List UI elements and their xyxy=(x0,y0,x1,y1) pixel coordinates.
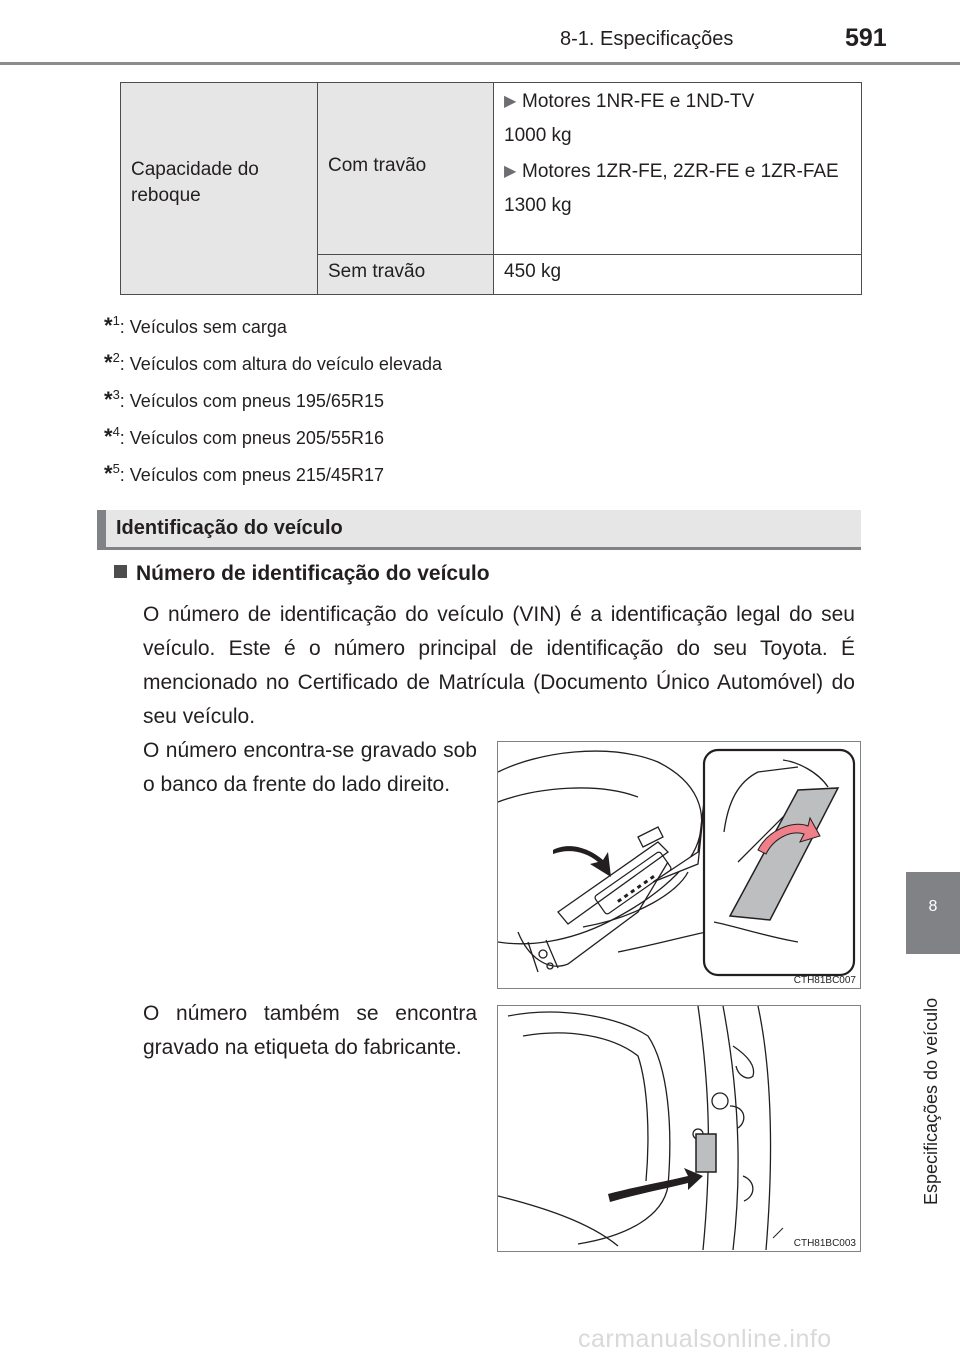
capacity-value-2: 1300 kg xyxy=(504,195,572,216)
footnote-mark: * xyxy=(104,461,113,486)
subheading-text: Número de identificação do veículo xyxy=(136,562,490,585)
chapter-number: 8 xyxy=(928,898,938,915)
subheading xyxy=(114,562,490,586)
footnote-number: 2 xyxy=(112,350,120,365)
footnote xyxy=(104,343,442,380)
list-item xyxy=(504,89,851,115)
chapter-tab-label xyxy=(909,955,957,1255)
triangle-bullet-icon: ▶ xyxy=(504,163,517,180)
footnote-text: : Veículos com altura do veículo elevada xyxy=(119,354,442,374)
chapter-title-vertical: Especificações do veículo xyxy=(921,997,941,1205)
footnote-number: 4 xyxy=(112,424,120,439)
capacity-value-1: 1000 kg xyxy=(504,125,572,146)
footnote-number: 1 xyxy=(112,313,120,328)
page-number: 591 xyxy=(845,24,887,52)
footnote-mark: * xyxy=(104,350,113,375)
engine-group-2: Motores 1ZR-FE, 2ZR-FE e 1ZR-FAE xyxy=(522,161,839,182)
table-cell-without-brake-value: 450 kg xyxy=(494,255,862,295)
footnote-text: : Veículos com pneus 205/55R16 xyxy=(119,428,384,448)
table-row-label xyxy=(121,83,318,295)
towing-capacity-table xyxy=(120,82,862,295)
triangle-bullet-icon: ▶ xyxy=(504,93,517,110)
table-cell-without-brake-label: Sem travão xyxy=(318,255,494,295)
footnotes xyxy=(104,306,442,491)
door-pillar-illustration xyxy=(498,1006,859,1250)
chapter-tab xyxy=(906,872,960,954)
footnote-mark: * xyxy=(104,387,113,412)
engine-group-1: Motores 1NR-FE e 1ND-TV xyxy=(522,91,755,112)
footnote-number: 5 xyxy=(112,461,120,476)
watermark: carmanualsonline.info xyxy=(578,1325,832,1353)
footnote xyxy=(104,417,442,454)
figure-code: CTH81BC007 xyxy=(793,975,856,986)
vin-location-note-label: O número também se encontra gravado na etiqueta do fabricante. xyxy=(143,1002,477,1059)
footnote-text: : Veículos com pneus 215/45R17 xyxy=(119,465,384,485)
footnote xyxy=(104,380,442,417)
footnote-mark: * xyxy=(104,313,113,338)
footnote-text: : Veículos sem carga xyxy=(119,317,287,337)
table-row xyxy=(121,83,862,255)
section-heading-bar xyxy=(97,510,861,550)
footnote xyxy=(104,454,442,491)
seat-vin-figure xyxy=(497,741,861,989)
footnote xyxy=(104,306,442,343)
seat-vin-illustration xyxy=(498,742,859,987)
figure-code: CTH81BC003 xyxy=(793,1238,856,1249)
footnote-mark: * xyxy=(104,424,113,449)
footnote-number: 3 xyxy=(112,387,120,402)
row-label-text: Capacidade do reboque xyxy=(131,158,259,206)
door-pillar-vin-figure xyxy=(497,1005,861,1252)
footnote-text: : Veículos com pneus 195/65R15 xyxy=(119,391,384,411)
vin-description: O número de identificação do veículo (VIN) é a identificação legal do seu veículo. Este é o número principal de identificação do seu Toyota. É mencionado no Certificado de Matrícula (Documento Único Automóvel) do seu veículo. xyxy=(143,603,855,728)
vin-location-note-seat: O número encontra-se gravado sob o banco da frente do lado direito. xyxy=(143,739,477,796)
header-section-title: 8-1. Especificações xyxy=(560,28,734,50)
section-title: Identificação do veículo xyxy=(116,517,343,539)
table-cell-with-brake-label: Com travão xyxy=(318,83,494,255)
table-cell-with-brake-values xyxy=(494,83,862,255)
list-item xyxy=(504,159,851,185)
header-rule xyxy=(0,62,960,65)
square-bullet-icon xyxy=(114,565,127,578)
